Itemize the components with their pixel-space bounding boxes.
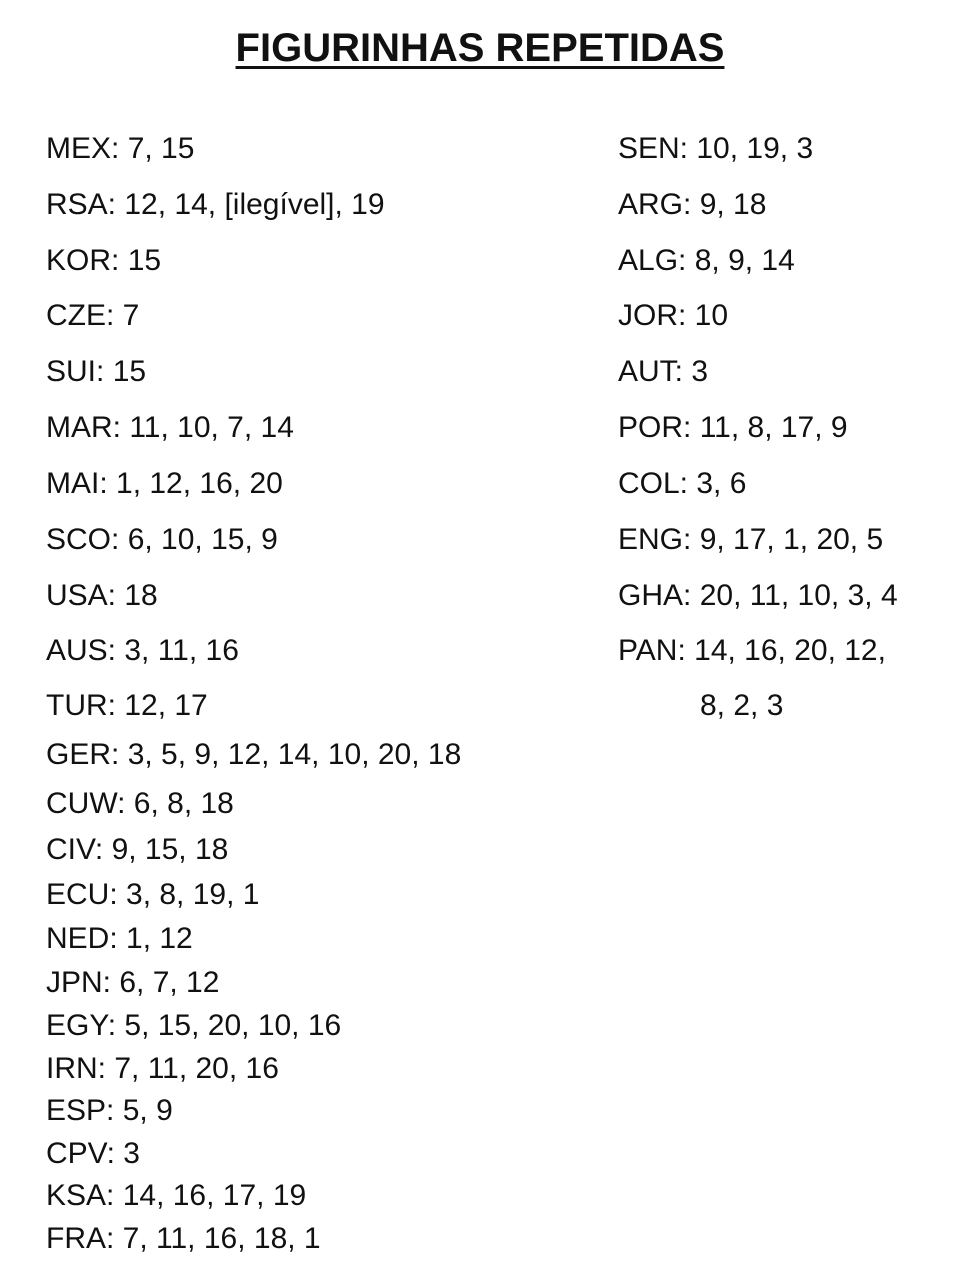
list-item (46, 466, 283, 502)
sticker-numbers: 7, 15 (119, 132, 195, 165)
list-item (618, 298, 728, 334)
sticker-numbers: 3, 8, 19, 1 (117, 878, 260, 911)
country-code: SEN: (618, 132, 689, 165)
country-code: ALG: (618, 244, 687, 277)
list-item (46, 243, 161, 279)
sticker-numbers: 6, 7, 12 (111, 966, 220, 999)
list-item (46, 354, 146, 390)
sticker-numbers: 6, 8, 18 (125, 787, 234, 820)
list-item (46, 578, 158, 614)
country-code: AUS: (46, 634, 117, 667)
sticker-numbers: 1, 12 (117, 922, 193, 955)
list-item (46, 1136, 140, 1172)
sticker-numbers: 9, 18 (691, 188, 767, 221)
country-code: CPV: (46, 1137, 115, 1170)
list-item (618, 633, 886, 669)
list-item (618, 243, 795, 279)
country-code: MAI: (46, 467, 108, 500)
sticker-numbers: 6, 10, 15, 9 (119, 523, 278, 556)
country-code: SCO: (46, 523, 120, 556)
country-code: IRN: (46, 1052, 106, 1085)
sticker-numbers: 14, 16, 17, 19 (114, 1179, 307, 1212)
list-item (618, 131, 813, 167)
list-item (618, 522, 883, 558)
country-code: ENG: (618, 523, 692, 556)
sticker-numbers: 12, 14, [ilegível], 19 (116, 188, 385, 221)
country-code: NED: (46, 922, 118, 955)
list-item (46, 522, 278, 558)
sticker-numbers: 3, 11, 16 (116, 634, 239, 667)
sticker-numbers: 7, 11, 16, 18, 1 (114, 1222, 321, 1255)
sticker-numbers: 10 (686, 299, 729, 332)
sticker-numbers: 14, 16, 20, 12, (685, 634, 886, 667)
list-item (46, 187, 385, 223)
country-code: FRA: (46, 1222, 115, 1255)
sticker-numbers-continuation: 8, 2, 3 (700, 689, 784, 722)
country-code: ARG: (618, 188, 692, 221)
list-item (46, 786, 234, 822)
list-item (46, 1008, 341, 1044)
country-code: USA: (46, 579, 117, 612)
country-code: PAN: (618, 634, 686, 667)
country-code: CUW: (46, 787, 126, 820)
sticker-numbers: 5, 15, 20, 10, 16 (116, 1009, 342, 1042)
list-item (46, 633, 239, 669)
country-code: COL: (618, 467, 689, 500)
sticker-numbers: 11, 8, 17, 9 (691, 411, 848, 444)
list-item (46, 877, 259, 913)
list-item (46, 737, 461, 773)
list-item (46, 921, 193, 957)
country-code: POR: (618, 411, 692, 444)
list-item (46, 298, 139, 334)
country-code: CZE: (46, 299, 115, 332)
country-code: GER: (46, 738, 120, 771)
list-item (46, 1093, 173, 1129)
sticker-numbers: 8, 9, 14 (686, 244, 795, 277)
country-code: MEX: (46, 132, 120, 165)
country-code: RSA: (46, 188, 117, 221)
sticker-numbers: 1, 12, 16, 20 (107, 467, 283, 500)
sticker-numbers: 5, 9 (114, 1094, 173, 1127)
sticker-numbers: 20, 11, 10, 3, 4 (691, 579, 898, 612)
list-item (46, 1221, 321, 1257)
country-code: ECU: (46, 878, 118, 911)
sticker-numbers: 11, 10, 7, 14 (121, 411, 294, 444)
list-item (46, 1051, 279, 1087)
country-code: AUT: (618, 355, 684, 388)
list-item (618, 410, 848, 446)
sticker-numbers: 3, 6 (688, 467, 747, 500)
country-code: EGY: (46, 1009, 117, 1042)
sticker-numbers: 3 (114, 1137, 140, 1170)
country-code: CIV: (46, 833, 104, 866)
list-item (618, 466, 746, 502)
country-code: MAR: (46, 411, 121, 444)
country-code: KSA: (46, 1179, 115, 1212)
country-code: JPN: (46, 966, 112, 999)
sticker-numbers: 3 (683, 355, 709, 388)
country-code: ESP: (46, 1094, 115, 1127)
country-code: KOR: (46, 244, 120, 277)
page-title: FIGURINHAS REPETIDAS (235, 26, 725, 70)
sticker-numbers: 12, 17 (116, 689, 208, 722)
list-item (618, 187, 766, 223)
list-item (46, 410, 294, 446)
sticker-numbers: 3, 5, 9, 12, 14, 10, 20, 18 (119, 738, 462, 771)
list-item (46, 832, 228, 868)
country-code: GHA: (618, 579, 692, 612)
sticker-numbers: 18 (116, 579, 158, 612)
country-code: TUR: (46, 689, 116, 722)
list-item (46, 131, 194, 167)
list-item (618, 578, 898, 614)
country-code: SUI: (46, 355, 105, 388)
country-code: JOR: (618, 299, 687, 332)
list-item (46, 688, 208, 724)
list-item (46, 1178, 306, 1214)
sticker-numbers: 15 (104, 355, 147, 388)
sticker-numbers: 9, 15, 18 (103, 833, 229, 866)
sticker-numbers: 7, 11, 20, 16 (106, 1052, 279, 1085)
sticker-numbers: 9, 17, 1, 20, 5 (691, 523, 884, 556)
list-item (618, 354, 708, 390)
sticker-numbers: 15 (119, 244, 162, 277)
sticker-numbers: 7 (114, 299, 140, 332)
list-item (46, 965, 219, 1001)
sticker-numbers: 10, 19, 3 (688, 132, 814, 165)
